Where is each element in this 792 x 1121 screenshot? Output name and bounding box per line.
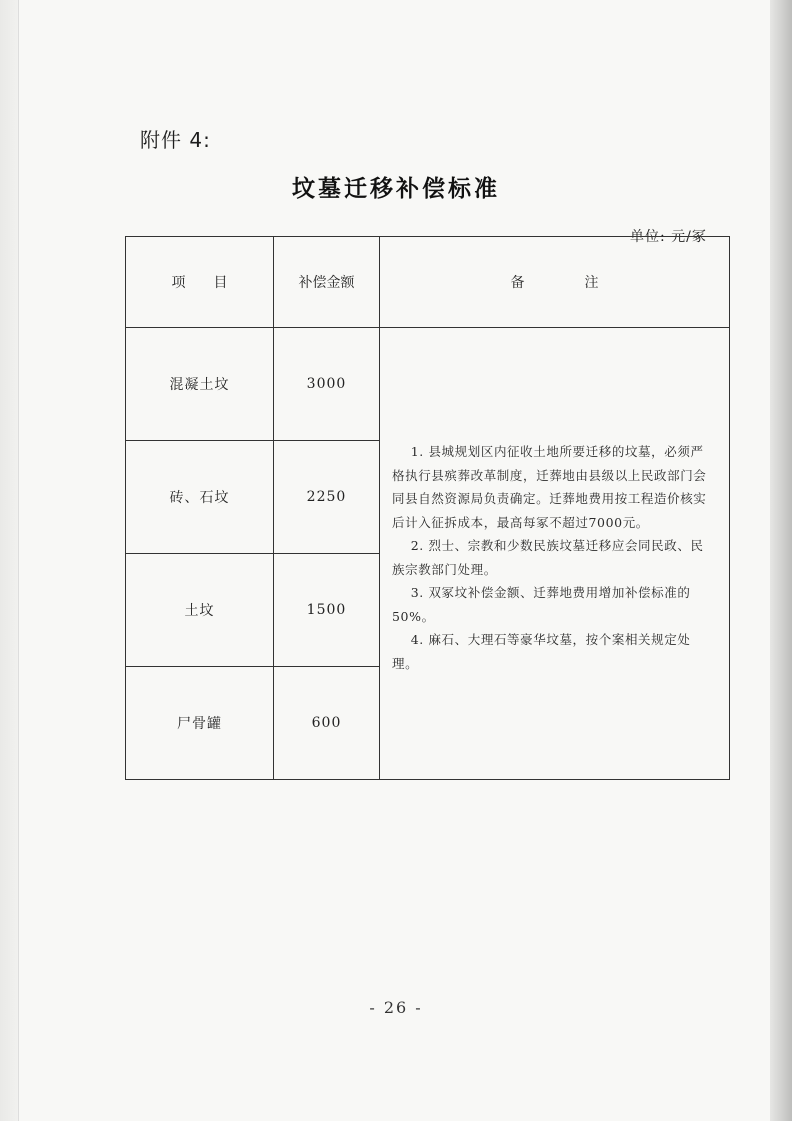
item-cell: 混凝土坟: [126, 328, 274, 441]
note-paragraph: 4. 麻石、大理石等豪华坟墓，按个案相关规定处理。: [392, 632, 691, 671]
table-row: [126, 328, 730, 441]
header-item: 项目: [126, 237, 274, 328]
header-note: 备注: [380, 237, 730, 328]
amount-cell: 3000: [274, 328, 380, 441]
document-title: 坟墓迁移补偿标准: [292, 176, 500, 202]
note-paragraph: 2. 烈士、宗教和少数民族坟墓迁移应会同民政、民族宗教部门处理。: [392, 538, 704, 577]
note-paragraph: 3. 双冢坟补偿金额、迁葬地费用增加补偿标准的 50%。: [392, 585, 691, 624]
notes-cell: [380, 328, 730, 780]
amount-cell: 600: [274, 666, 380, 779]
page-number: - 26 -: [369, 998, 423, 1017]
item-cell: 砖、石坟: [126, 441, 274, 554]
amount-cell: 1500: [274, 553, 380, 666]
attachment-label: 附件 4:: [140, 128, 211, 152]
amount-cell: 2250: [274, 441, 380, 554]
note-paragraph: 1. 县城规划区内征收土地所要迁移的坟墓，必须严格执行县殡葬改革制度，迁葬地由县级以上民政部门会同县自然资源局负责确定。迁葬地费用按工程造价核实后计入征拆成本，最高每冢不超过7000元。: [392, 444, 707, 530]
table-header-row: [126, 237, 730, 328]
item-cell: 尸骨罐: [126, 666, 274, 779]
header-amount: 补偿金额: [274, 237, 380, 328]
scan-edge-right: [770, 0, 792, 1121]
unit-label: 单位: 元/冢: [630, 229, 707, 245]
scan-edge-left: [0, 0, 18, 1121]
compensation-table: [125, 236, 730, 780]
item-cell: 土坟: [126, 553, 274, 666]
